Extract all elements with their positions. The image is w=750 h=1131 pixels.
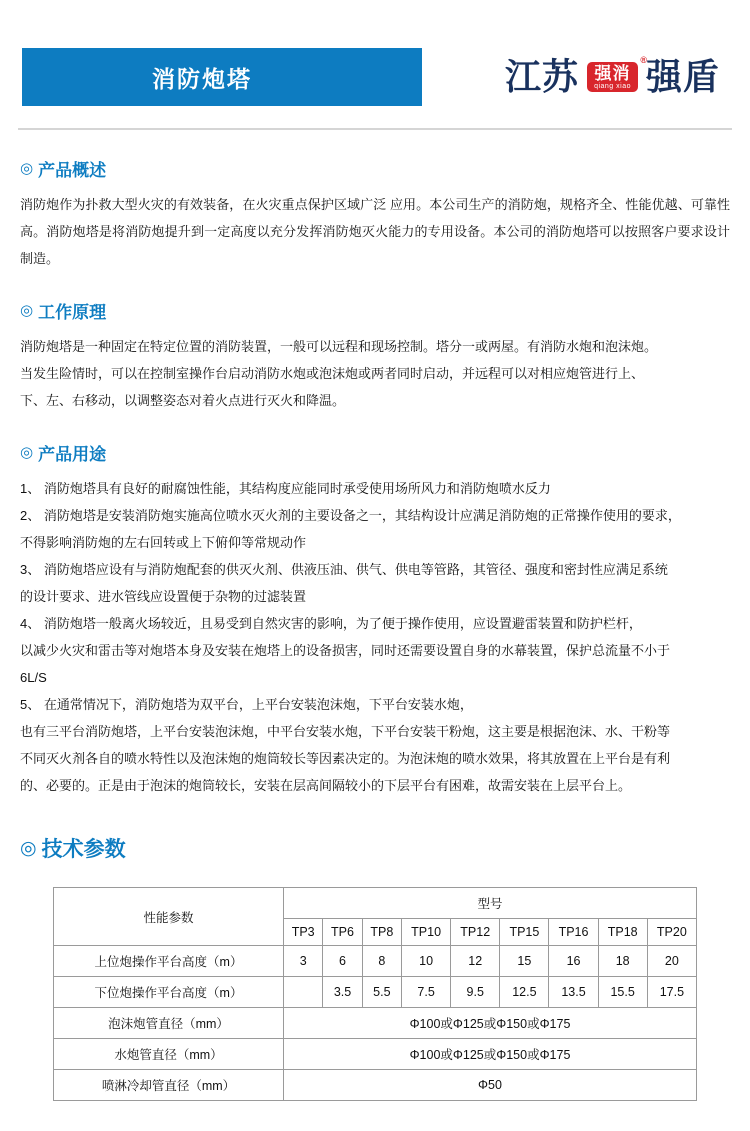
table-cell: 5.5	[362, 977, 401, 1008]
table-cell: 3	[284, 946, 323, 977]
principle-line: 下、左、右移动，以调整姿态对着火点进行灭火和降温。	[20, 393, 346, 408]
document-body	[0, 156, 750, 863]
table-cell: 17.5	[647, 977, 696, 1008]
table-cell: 20	[647, 946, 696, 977]
table-header-row	[54, 888, 697, 919]
row-label: 水炮管直径（mm）	[54, 1039, 284, 1070]
table-cell: 16	[549, 946, 598, 977]
table-row	[54, 977, 697, 1008]
row-label: 下位炮操作平台高度（m）	[54, 977, 284, 1008]
usage-item: 以减少火灾和雷击等对炮塔本身及安装在炮塔上的设备损害，同时还需要设置自身的水幕装置，保护总流量不小于	[20, 643, 671, 658]
row-merged-value: Φ100或Φ125或Φ150或Φ175	[284, 1008, 697, 1039]
section-heading-usage	[20, 440, 730, 465]
header-model: 型号	[284, 888, 697, 919]
usage-item: 的、必要的。正是由于泡沫的炮筒较长，安装在层高间隔较小的下层平台有困难，故需安装在上层平台上。	[20, 778, 632, 793]
banner-title: 消防炮塔	[152, 65, 252, 92]
row-label: 喷淋冷却管直径（mm）	[54, 1070, 284, 1101]
ring-icon: ◎	[20, 302, 34, 319]
usage-item: 6L/S	[20, 670, 47, 685]
header-model-tp18: TP18	[598, 919, 647, 946]
header-model-tp15: TP15	[500, 919, 549, 946]
principle-line: 当发生险情时，可以在控制室操作台启动消防水炮或泡沫炮或两者同时启动，并远程可以对相应炮管进行上、	[20, 366, 645, 381]
table-row	[54, 1039, 697, 1070]
usage-item: 1、 消防炮塔具有良好的耐腐蚀性能，其结构度应能同时承受使用场所风力和消防炮喷水反力	[20, 481, 551, 496]
ring-icon: ◎	[20, 837, 37, 859]
banner-title-bar	[22, 48, 422, 106]
section-title-usage: 产品用途	[38, 445, 107, 464]
usage-item: 4、 消防炮塔一般离火场较近，且易受到自然灾害的影响，为了便于操作使用，应设置避雷装置和防护栏杆，	[20, 616, 642, 631]
header-model-tp8: TP8	[362, 919, 401, 946]
table-cell: 8	[362, 946, 401, 977]
table-cell: 10	[402, 946, 451, 977]
brand-badge-bottom-text: qiang xiao	[594, 83, 631, 90]
brand-right-text: 强盾	[645, 56, 720, 97]
header-model-tp10: TP10	[402, 919, 451, 946]
usage-item: 也有三平台消防炮塔，上平台安装泡沫炮，中平台安装水炮，下平台安装干粉炮，这主要是根据泡沫、水、干粉等	[20, 724, 671, 739]
usage-item: 2、 消防炮塔是安装消防炮实施高位喷水灭火剂的主要设备之一，其结构设计应满足消防炮的正常操作使用的要求，	[20, 508, 681, 523]
header-model-tp16: TP16	[549, 919, 598, 946]
table-row	[54, 1070, 697, 1101]
row-label: 上位炮操作平台高度（m）	[54, 946, 284, 977]
section-heading-overview	[20, 156, 730, 181]
section-title-tech: 技术参数	[41, 838, 126, 861]
usage-item: 不同灭火剂各自的喷水特性以及泡沫炮的炮筒较长等因素决定的。为泡沫炮的喷水效果，将其放置在上平台是有利	[20, 751, 671, 766]
principle-line: 消防炮塔是一种固定在特定位置的消防装置，一般可以远程和现场控制。塔分一或两屋。有消防水炮和泡沫炮。	[20, 339, 658, 354]
header-model-tp20: TP20	[647, 919, 696, 946]
overview-paragraph: 消防炮作为扑救大型火灾的有效装备，在火灾重点保护区域广泛 应用。本公司生产的消防炮，规格齐全、性能优越、可靠性高。消防炮塔是将消防炮提升到一定高度以充分发挥消防炮灭火能力的专用设备。本公司的消防炮塔可以按照客户要求设计制造。	[20, 197, 730, 266]
table-cell: 9.5	[451, 977, 500, 1008]
row-merged-value: Φ50	[284, 1070, 697, 1101]
header-model-tp3: TP3	[284, 919, 323, 946]
usage-item: 3、 消防炮塔应设有与消防炮配套的供灭火剂、供液压油、供气、供电等管路，其管径、强度和密封性应满足系统	[20, 562, 668, 577]
section-heading-tech	[20, 833, 730, 863]
section-heading-principle	[20, 298, 730, 323]
usage-item: 5、 在通常情况下，消防炮塔为双平台，上平台安装泡沫炮，下平台安装水炮，	[20, 697, 473, 712]
ring-icon: ◎	[20, 160, 34, 177]
registered-trademark-icon: ®	[640, 55, 647, 65]
table-cell: 6	[323, 946, 362, 977]
brand-left-text: 江苏	[505, 56, 580, 97]
row-merged-value: Φ100或Φ125或Φ150或Φ175	[284, 1039, 697, 1070]
header-divider	[18, 128, 732, 130]
page-header	[0, 0, 750, 118]
table-cell: 12.5	[500, 977, 549, 1008]
brand-badge	[587, 55, 647, 92]
section-title-overview: 产品概述	[38, 161, 107, 180]
spec-table-wrapper	[0, 873, 750, 1131]
brand-logo	[422, 48, 728, 106]
table-cell: 13.5	[549, 977, 598, 1008]
table-cell: 18	[598, 946, 647, 977]
header-performance-parameter: 性能参数	[54, 888, 284, 946]
table-cell: 15	[500, 946, 549, 977]
table-cell: 15.5	[598, 977, 647, 1008]
table-row	[54, 1008, 697, 1039]
section-title-principle: 工作原理	[38, 303, 107, 322]
header-model-tp12: TP12	[451, 919, 500, 946]
usage-item: 的设计要求、进水管线应设置便于杂物的过滤装置	[20, 589, 307, 604]
table-cell: 12	[451, 946, 500, 977]
table-cell	[284, 977, 323, 1008]
ring-icon: ◎	[20, 444, 34, 461]
header-model-tp6: TP6	[323, 919, 362, 946]
table-row	[54, 946, 697, 977]
table-cell: 3.5	[323, 977, 362, 1008]
table-cell: 7.5	[402, 977, 451, 1008]
row-label: 泡沫炮管直径（mm）	[54, 1008, 284, 1039]
usage-item: 不得影响消防炮的左右回转或上下俯仰等常规动作	[20, 535, 307, 550]
spec-table	[53, 887, 697, 1101]
brand-badge-top-text: 强消	[594, 64, 631, 83]
